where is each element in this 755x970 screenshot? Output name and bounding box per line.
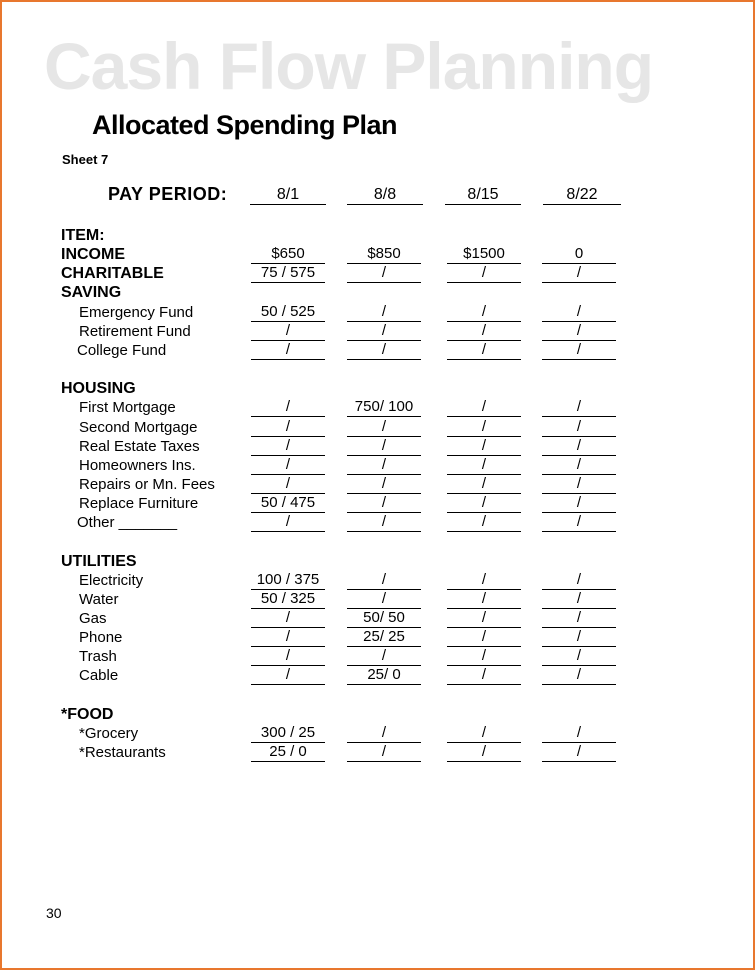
item-label: *Grocery <box>79 724 139 742</box>
amount-cell-period-4: / <box>542 609 616 628</box>
item-label: Real Estate Taxes <box>79 437 200 455</box>
table-row <box>0 322 755 341</box>
amount-cell-period-1: / <box>251 398 325 417</box>
amount-cell-period-3: / <box>447 322 521 341</box>
amount-cell-period-4: 0 <box>542 245 616 264</box>
amount-cell-period-4: / <box>542 590 616 609</box>
amount-cell-period-1: / <box>251 437 325 456</box>
table-row <box>0 743 755 762</box>
amount-cell-period-3: / <box>447 609 521 628</box>
table-row <box>0 571 755 590</box>
item-label: First Mortgage <box>79 399 176 417</box>
amount-cell-period-4: / <box>542 513 616 532</box>
item-label: Replace Furniture <box>79 495 199 513</box>
amount-cell-period-3: / <box>447 513 521 532</box>
table-row <box>0 609 755 628</box>
item-label: Other _______ <box>77 514 178 532</box>
item-label: Electricity <box>79 571 144 589</box>
table-row <box>0 647 755 666</box>
section-heading: HOUSING <box>61 380 136 398</box>
item-label: Cable <box>79 667 119 685</box>
sheet-label: Sheet 7 <box>62 152 109 167</box>
item-label: Homeowners Ins. <box>79 456 196 474</box>
period-header-1: 8/1 <box>250 186 326 205</box>
table-row <box>0 418 755 437</box>
amount-cell-period-2: / <box>347 743 421 762</box>
amount-cell-period-4: / <box>542 398 616 417</box>
amount-cell-period-1: 100 / 375 <box>251 571 325 590</box>
item-label: Water <box>79 590 119 608</box>
amount-cell-period-3: / <box>447 571 521 590</box>
amount-cell-period-4: / <box>542 494 616 513</box>
amount-cell-period-3: / <box>447 437 521 456</box>
table-row <box>0 590 755 609</box>
table-row <box>0 494 755 513</box>
table-row <box>0 705 755 724</box>
table-row <box>0 437 755 456</box>
amount-cell-period-3: / <box>447 418 521 437</box>
amount-cell-period-3: / <box>447 724 521 743</box>
section-heading: UTILITIES <box>61 552 137 570</box>
section-heading: ITEM: <box>61 227 105 244</box>
table-row <box>0 552 755 571</box>
table-row <box>0 283 755 302</box>
table-row <box>0 264 755 283</box>
spacer-row <box>0 686 755 705</box>
amount-cell-period-1: / <box>251 418 325 437</box>
amount-cell-period-1: 300 / 25 <box>251 724 325 743</box>
amount-cell-period-3: / <box>447 666 521 685</box>
amount-cell-period-1: / <box>251 456 325 475</box>
amount-cell-period-1: 50 / 325 <box>251 590 325 609</box>
period-header-2: 8/8 <box>347 186 423 205</box>
section-heading: CHARITABLE <box>61 265 164 283</box>
amount-cell-period-1: $650 <box>251 245 325 264</box>
watermark-title: Cash Flow Planning <box>44 29 654 103</box>
amount-cell-period-1: / <box>251 322 325 341</box>
table-row <box>0 303 755 322</box>
period-header-3: 8/15 <box>445 186 521 205</box>
amount-cell-period-4: / <box>542 437 616 456</box>
amount-cell-period-3: / <box>447 341 521 360</box>
amount-cell-period-2: / <box>347 418 421 437</box>
amount-cell-period-1: / <box>251 609 325 628</box>
spacer-row <box>0 532 755 551</box>
amount-cell-period-1: 50 / 475 <box>251 494 325 513</box>
item-label: Gas <box>79 610 107 627</box>
amount-cell-period-1: / <box>251 647 325 666</box>
item-label: College Fund <box>77 341 167 359</box>
amount-cell-period-3: / <box>447 456 521 475</box>
amount-cell-period-2: 750/ 100 <box>347 398 421 417</box>
amount-cell-period-4: / <box>542 724 616 743</box>
amount-cell-period-2: / <box>347 590 421 609</box>
amount-cell-period-1: 75 / 575 <box>251 264 325 283</box>
table-row <box>0 226 755 245</box>
amount-cell-period-4: / <box>542 666 616 685</box>
item-label: Phone <box>79 629 123 647</box>
amount-cell-period-3: / <box>447 590 521 609</box>
item-label: Retirement Fund <box>79 322 191 340</box>
amount-cell-period-3: / <box>447 303 521 322</box>
amount-cell-period-2: / <box>347 303 421 322</box>
pay-period-label: PAY PERIOD: <box>108 184 228 204</box>
table-row <box>0 628 755 647</box>
table-row <box>0 666 755 685</box>
section-heading: *FOOD <box>61 705 114 723</box>
amount-cell-period-2: / <box>347 264 421 283</box>
table-row <box>0 513 755 532</box>
amount-cell-period-2: / <box>347 322 421 341</box>
amount-cell-period-2: / <box>347 513 421 532</box>
table-row <box>0 475 755 494</box>
amount-cell-period-2: / <box>347 571 421 590</box>
table-row <box>0 379 755 398</box>
page-title: Allocated Spending Plan <box>92 110 398 140</box>
amount-cell-period-1: 25 / 0 <box>251 743 325 762</box>
spacer-row <box>0 360 755 379</box>
amount-cell-period-3: / <box>447 628 521 647</box>
amount-cell-period-4: / <box>542 628 616 647</box>
amount-cell-period-2: / <box>347 494 421 513</box>
amount-cell-period-2: / <box>347 341 421 360</box>
amount-cell-period-4: / <box>542 647 616 666</box>
item-label: Trash <box>79 648 117 666</box>
amount-cell-period-3: / <box>447 743 521 762</box>
amount-cell-period-2: / <box>347 724 421 743</box>
amount-cell-period-3: / <box>447 494 521 513</box>
amount-cell-period-4: / <box>542 743 616 762</box>
amount-cell-period-4: / <box>542 418 616 437</box>
amount-cell-period-3: / <box>447 647 521 666</box>
amount-cell-period-1: / <box>251 475 325 494</box>
amount-cell-period-1: / <box>251 341 325 360</box>
amount-cell-period-2: / <box>347 475 421 494</box>
amount-cell-period-2: 25/ 0 <box>347 666 421 685</box>
table-row <box>0 245 755 264</box>
section-heading: INCOME <box>61 246 125 264</box>
item-label: Emergency Fund <box>79 303 194 321</box>
amount-cell-period-1: / <box>251 628 325 647</box>
item-label: *Restaurants <box>79 744 166 762</box>
amount-cell-period-3: $1500 <box>447 245 521 264</box>
amount-cell-period-4: / <box>542 303 616 322</box>
item-label: Second Mortgage <box>79 418 198 436</box>
item-label: Repairs or Mn. Fees <box>79 475 215 493</box>
amount-cell-period-3: / <box>447 264 521 283</box>
amount-cell-period-3: / <box>447 475 521 494</box>
table-row <box>0 456 755 475</box>
table-row <box>0 341 755 360</box>
period-header-4: 8/22 <box>543 186 621 205</box>
section-heading: SAVING <box>61 284 122 302</box>
amount-cell-period-4: / <box>542 475 616 494</box>
amount-cell-period-2: 25/ 25 <box>347 628 421 647</box>
amount-cell-period-2: / <box>347 647 421 666</box>
page-number: 30 <box>46 905 62 921</box>
table-row <box>0 724 755 743</box>
amount-cell-period-1: 50 / 525 <box>251 303 325 322</box>
amount-cell-period-4: / <box>542 322 616 341</box>
amount-cell-period-4: / <box>542 264 616 283</box>
amount-cell-period-1: / <box>251 666 325 685</box>
amount-cell-period-2: 50/ 50 <box>347 609 421 628</box>
amount-cell-period-1: / <box>251 513 325 532</box>
amount-cell-period-2: $850 <box>347 245 421 264</box>
amount-cell-period-3: / <box>447 398 521 417</box>
amount-cell-period-4: / <box>542 571 616 590</box>
amount-cell-period-2: / <box>347 437 421 456</box>
table-row <box>0 398 755 417</box>
amount-cell-period-2: / <box>347 456 421 475</box>
amount-cell-period-4: / <box>542 456 616 475</box>
amount-cell-period-4: / <box>542 341 616 360</box>
